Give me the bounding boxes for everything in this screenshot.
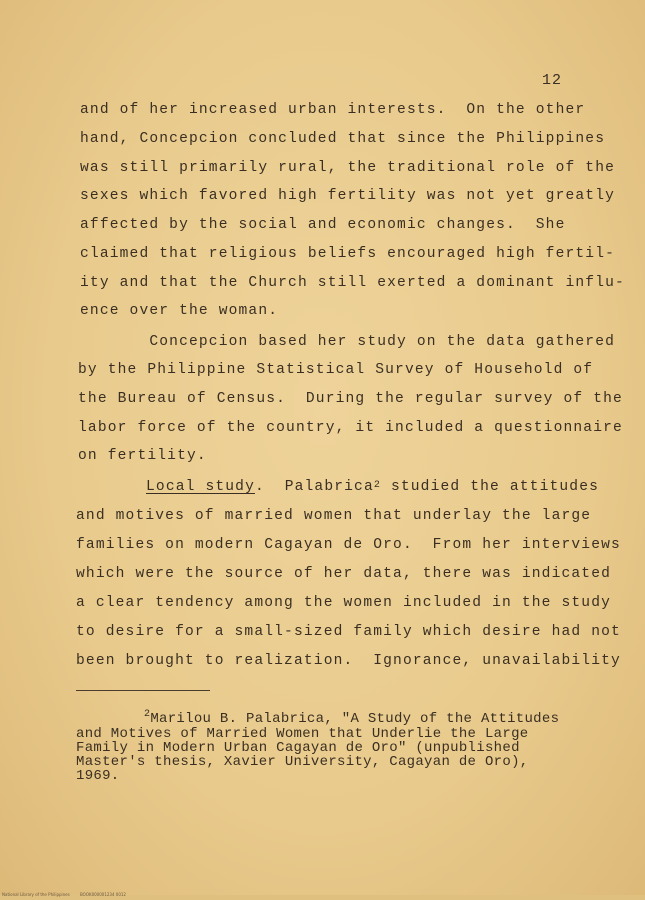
body-line: been brought to realization. Ignorance, unavailability xyxy=(76,653,621,669)
footnote-line: and Motives of Married Women that Underlie the Large xyxy=(76,726,529,742)
body-line: labor force of the country, it included a questionnaire xyxy=(78,420,623,436)
footnote-ref: 2 xyxy=(373,480,382,491)
body-text: studied the attitudes xyxy=(381,479,600,495)
body-line: and of her increased urban interests. On the other xyxy=(80,102,586,118)
body-line: sexes which favored high fertility was not yet greatly xyxy=(80,188,616,204)
body-line: the Bureau of Census. During the regular survey of the xyxy=(78,391,623,407)
body-line: to desire for a small-sized family which desire had not xyxy=(76,624,621,640)
body-line: ence over the woman. xyxy=(80,303,279,319)
body-line: by the Philippine Statistical Survey of Household of xyxy=(78,362,594,378)
body-line: Concepcion based her study on the data gathered xyxy=(80,334,616,350)
body-line: claimed that religious beliefs encouraged high fertil- xyxy=(80,246,616,262)
footer-right: BOOK000001234 0012 xyxy=(80,892,126,897)
footnote-divider xyxy=(76,690,210,691)
scan-footer xyxy=(0,892,645,900)
body-line: hand, Concepcion concluded that since the Philippines xyxy=(80,131,606,147)
body-line: on fertility. xyxy=(78,448,207,464)
body-line: affected by the social and economic changes. She xyxy=(80,217,566,233)
body-line: and motives of married women that underlay the large xyxy=(76,508,592,524)
section-heading: Local study xyxy=(146,479,255,495)
body-line: families on modern Cagayan de Oro. From her interviews xyxy=(76,537,621,553)
body-text: . Palabrica xyxy=(254,479,374,495)
footnote-text: Marilou B. Palabrica, "A Study of the Attitudes xyxy=(150,711,560,727)
local-study-line xyxy=(146,479,599,495)
body-line: was still primarily rural, the traditional role of the xyxy=(80,160,616,176)
page-number: 12 xyxy=(542,72,563,89)
footnote-line: Master's thesis, Xavier University, Cagayan de Oro), xyxy=(76,754,529,770)
footnote-marker: 2 xyxy=(144,709,151,720)
body-line: a clear tendency among the women included in the study xyxy=(76,595,612,611)
footer-left: National Library of the Philippines xyxy=(2,892,70,897)
footnote-line: 1969. xyxy=(76,768,120,784)
body-line: which were the source of her data, there was indicated xyxy=(76,566,612,582)
footnote-line: Family in Modern Urban Cagayan de Oro" (unpublished xyxy=(76,740,520,756)
body-line: ity and that the Church still exerted a dominant influ- xyxy=(80,275,625,291)
